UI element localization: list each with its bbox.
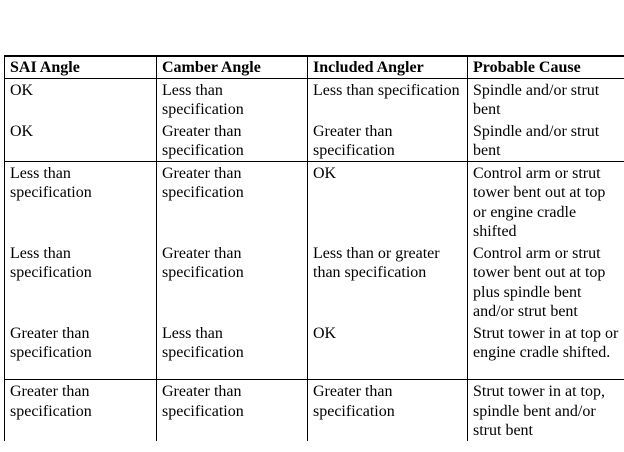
cell-camber-angle: Less than specification: [157, 78, 308, 120]
column-header-included-angle: Included Angler: [308, 56, 468, 78]
cell-camber-angle: Greater than specification: [157, 380, 308, 441]
cell-probable-cause: Spindle and/or strut bent: [468, 78, 624, 120]
cell-included-angle: OK: [308, 161, 468, 242]
cell-probable-cause: Strut tower in at top or engine cradle shifted.: [468, 322, 624, 380]
cell-sai-angle: OK: [5, 78, 157, 120]
cell-included-angle: OK: [308, 322, 468, 380]
cell-included-angle: Less than or greater than specification: [308, 242, 468, 322]
alignment-diagnostic-table: [4, 55, 624, 441]
cell-camber-angle: Greater than specification: [157, 242, 308, 322]
cell-probable-cause: Control arm or strut tower bent out at top plus spindle bent and/or strut bent: [468, 242, 624, 322]
cell-probable-cause: Strut tower in at top, spindle bent and/or strut bent: [468, 380, 624, 441]
table-row: [5, 78, 624, 120]
cell-included-angle: Less than specification: [308, 78, 468, 120]
column-header-camber-angle: Camber Angle: [157, 56, 308, 78]
column-header-sai-angle: SAI Angle: [5, 56, 157, 78]
cell-sai-angle: Greater than specification: [5, 322, 157, 380]
column-header-probable-cause: Probable Cause: [468, 56, 624, 78]
table-row: [5, 380, 624, 441]
cell-included-angle: Greater than specification: [308, 380, 468, 441]
cell-included-angle: Greater than specification: [308, 120, 468, 162]
table-row: [5, 120, 624, 162]
cell-sai-angle: Greater than specification: [5, 380, 157, 441]
cell-sai-angle: Less than specification: [5, 242, 157, 322]
table-row: [5, 322, 624, 380]
cell-camber-angle: Greater than specification: [157, 120, 308, 162]
table-row: [5, 242, 624, 322]
cell-probable-cause: Spindle and/or strut bent: [468, 120, 624, 162]
cell-probable-cause: Control arm or strut tower bent out at top or engine cradle shifted: [468, 161, 624, 242]
cell-sai-angle: OK: [5, 120, 157, 162]
header-row: [5, 56, 624, 78]
cell-camber-angle: Less than specification: [157, 322, 308, 380]
cell-camber-angle: Greater than specification: [157, 161, 308, 242]
table-row: [5, 161, 624, 242]
cell-sai-angle: Less than specification: [5, 161, 157, 242]
